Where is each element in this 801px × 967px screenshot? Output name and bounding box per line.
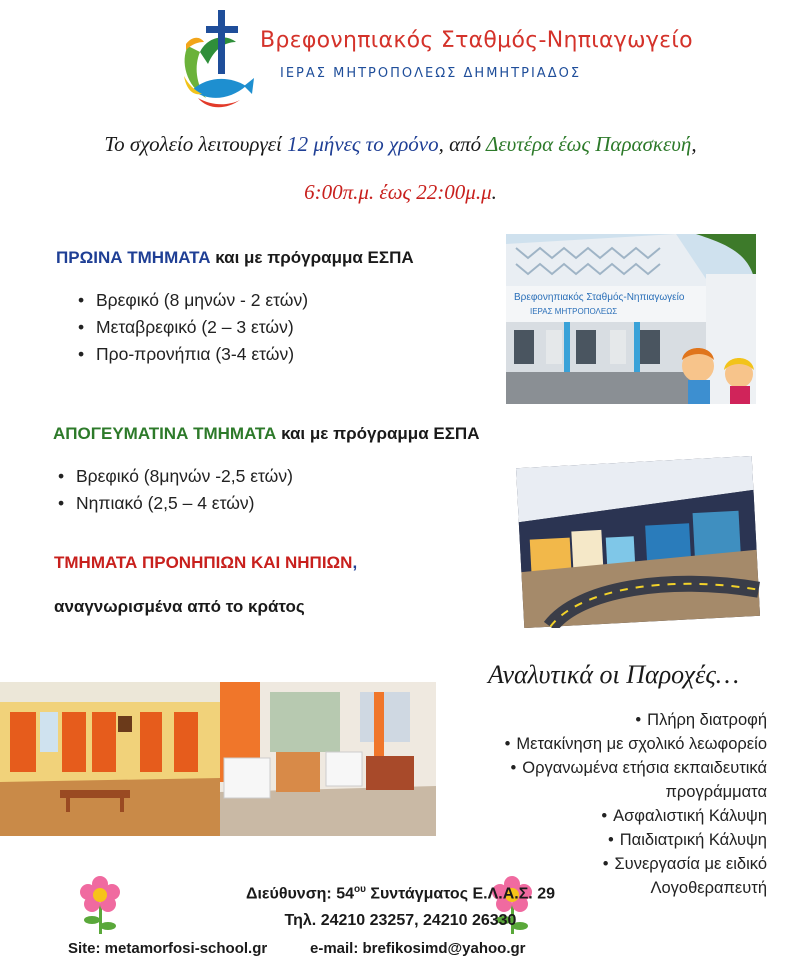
intro-line-2 <box>0 180 801 205</box>
playground-photo <box>516 456 760 628</box>
intro-text-3: , <box>691 132 697 156</box>
preschool-subtitle: αναγνωρισμένα από το κράτος <box>54 597 305 616</box>
list-item: • Μετακίνηση με σχολικό λεωφορείο <box>504 735 767 753</box>
classroom-photo <box>0 682 436 836</box>
list-item: • Βρεφικό (8μηνών -2,5 ετών) <box>58 463 293 490</box>
list-item: • Οργανωμένα ετήσια εκπαιδευτικά <box>510 759 767 777</box>
morning-section-title <box>56 248 414 268</box>
intro-text-2: , από <box>438 132 487 156</box>
organization-title: Βρεφονηπιακός Σταθμός-Νηπιαγωγείο <box>260 28 693 53</box>
phone-numbers: Τηλ. 24210 23257, 24210 26330 <box>284 912 517 929</box>
afternoon-title: ΑΠΟΓΕΥΜΑΤΙΝΑ ΤΜΗΜΑΤΑ <box>53 424 277 443</box>
intro-months: 12 μήνες το χρόνο <box>287 132 439 156</box>
list-item: • Μεταβρεφικό (2 – 3 ετών) <box>78 314 308 341</box>
afternoon-title-rest: και με πρόγραμμα ΕΣΠΑ <box>276 424 480 443</box>
morning-title: ΠΡΩΙΝΑ ΤΜΗΜΑΤΑ <box>56 248 211 267</box>
school-building-photo <box>506 234 756 404</box>
list-item: Λογοθεραπευτή <box>650 879 767 897</box>
preschool-title: ΤΜΗΜΑΤΑ ΠΡΟΝΗΠΙΩΝ ΚΑΙ ΝΗΠΙΩΝ <box>54 553 353 572</box>
intro-text: Το σχολείο λειτουργεί <box>104 132 288 156</box>
afternoon-list <box>58 463 293 517</box>
list-item: • Βρεφικό (8 μηνών - 2 ετών) <box>78 287 308 314</box>
intro-hours: 6:00π.μ. έως 22:00μ.μ <box>304 180 492 204</box>
list-item: προγράμματα <box>665 783 767 801</box>
email-link[interactable]: e-mail: brefikosimd@yahoo.gr <box>310 940 526 957</box>
list-item: • Ασφαλιστική Κάλυψη <box>601 807 767 825</box>
preschool-section-title <box>54 553 357 573</box>
list-item: • Νηπιακό (2,5 – 4 ετών) <box>58 490 293 517</box>
list-item: • Συνεργασία με ειδικό <box>602 855 767 873</box>
afternoon-section-title <box>53 424 479 444</box>
website-link[interactable]: Site: metamorfosi-school.gr <box>68 940 268 957</box>
morning-title-rest: και με πρόγραμμα ΕΣΠΑ <box>210 248 414 267</box>
list-item: • Πλήρη διατροφή <box>635 711 767 729</box>
preschool-comma: , <box>352 553 358 572</box>
intro-line-1 <box>0 132 801 157</box>
building-sign-line-2: ΙΕΡΑΣ ΜΗΤΡΟΠΟΛΕΩΣ <box>530 307 618 316</box>
intro-end: . <box>491 180 497 204</box>
list-item: • Παιδιατρική Κάλυψη <box>607 831 767 849</box>
intro-days: Δευτέρα έως Παρασκευή <box>486 132 692 156</box>
provisions-list <box>407 708 767 900</box>
morning-list <box>78 287 308 368</box>
building-sign-line-1: Βρεφονηπιακός Σταθμός-Νηπιαγωγείο <box>514 292 685 303</box>
organization-subtitle: ΙΕΡΑΣ ΜΗΤΡΟΠΟΛΕΩΣ ΔΗΜΗΤΡΙΑΔΟΣ <box>280 66 582 81</box>
address: Διεύθυνση: $54^{o\upsilon}$ Συντάγματος Ε.Λ.Α.Σ. 29 <box>245 884 555 903</box>
provisions-title: Αναλυτικά οι Παροχές… <box>488 660 739 689</box>
list-item: • Προ-προνήπια (3-4 ετών) <box>78 341 308 368</box>
school-logo-icon <box>178 6 254 110</box>
